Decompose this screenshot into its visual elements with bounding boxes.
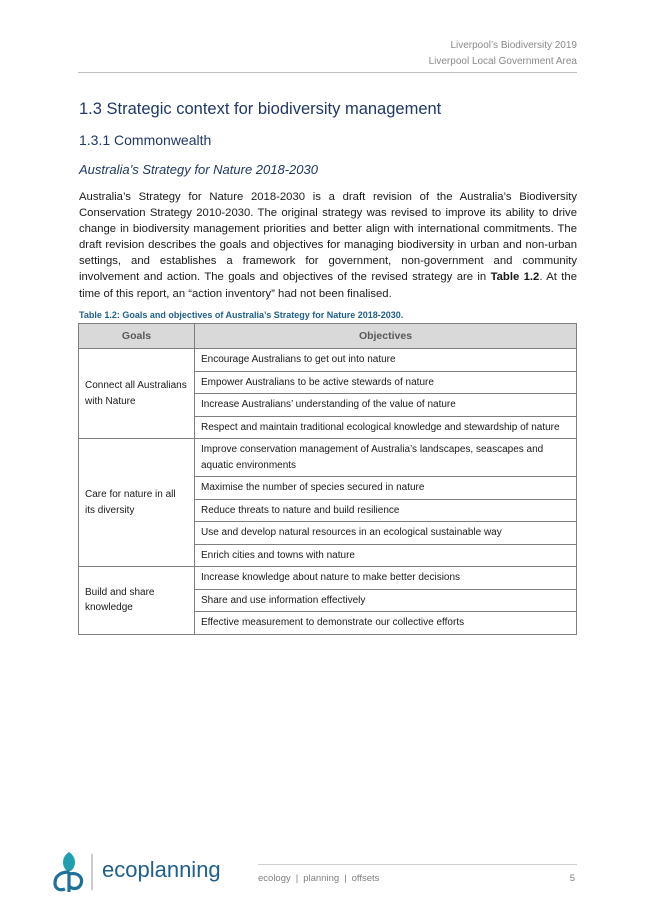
goal-cell: Build and share knowledge (79, 567, 195, 635)
table-header-row (79, 324, 577, 349)
objective-cell: Maximise the number of species secured in nature (195, 477, 577, 500)
ecoplanning-logo (52, 848, 242, 894)
section-heading: 1.3 Strategic context for biodiversity management (79, 100, 442, 118)
leaf-icon (55, 852, 82, 892)
header-subtitle: Liverpool Local Government Area (428, 56, 577, 67)
tag-separator: | (295, 873, 299, 884)
footer-tagline (258, 873, 379, 884)
objective-cell: Encourage Australians to get out into nature (195, 349, 577, 372)
tag-planning: planning (303, 873, 340, 884)
objectives-column-header: Objectives (195, 324, 577, 349)
table-row (79, 349, 577, 372)
objective-cell: Increase Australians’ understanding of the value of nature (195, 394, 577, 417)
objective-cell: Respect and maintain traditional ecological knowledge and stewardship of nature (195, 416, 577, 439)
tag-offsets: offsets (351, 873, 380, 884)
objective-cell: Improve conservation management of Australia’s landscapes, seascapes and aquatic environments (195, 439, 577, 477)
subsubsection-heading: Australia’s Strategy for Nature 2018-2030 (79, 162, 318, 177)
brand-name: ecoplanning (102, 857, 221, 882)
footer-divider (258, 864, 577, 865)
table-caption: Table 1.2: Goals and objectives of Australia’s Strategy for Nature 2018-2030. (79, 310, 404, 320)
table-row (79, 567, 577, 590)
header-title: Liverpool’s Biodiversity 2019 (450, 40, 577, 51)
paragraph-text-end: . At the time of this report, an “action inventory” had not been finalised. (79, 271, 578, 300)
tag-separator: | (344, 873, 347, 884)
table-reference: Table 1.2 (490, 271, 540, 284)
objective-cell: Effective measurement to demonstrate our collective efforts (195, 612, 577, 635)
running-header (429, 38, 577, 70)
goal-cell: Care for nature in all its diversity (79, 439, 195, 567)
objective-cell: Share and use information effectively (195, 589, 577, 612)
objective-cell: Increase knowledge about nature to make better decisions (195, 567, 577, 590)
header-divider (78, 72, 577, 73)
paragraph-text-start: Australia’s Strategy for Nature 2018-2030 is a draft revision of the Australia’s Biodiversity Conservation Strategy 2010-2030. The original strategy was revised to improve its ability to drive change in biodiversity management priorities and better align with international commitments. The draft revision describes the goals and objectives for managing biodiversity in urban and non-urban settings, and establishes a framework for government, non-government and community involvement and action. The goals and objectives of the revised strategy are in (79, 191, 577, 284)
goals-objectives-table (78, 323, 577, 635)
objective-cell: Use and develop natural resources in an ecological sustainable way (195, 522, 577, 545)
objective-cell: Empower Australians to be active stewards of nature (195, 371, 577, 394)
goal-cell: Connect all Australians with Nature (79, 349, 195, 439)
table-row (79, 439, 577, 477)
subsection-heading: 1.3.1 Commonwealth (79, 132, 212, 148)
goals-column-header: Goals (79, 324, 195, 349)
page-number: 5 (569, 873, 575, 884)
objective-cell: Reduce threats to nature and build resilience (195, 499, 577, 522)
tag-ecology: ecology (258, 873, 291, 884)
objective-cell: Enrich cities and towns with nature (195, 544, 577, 567)
body-paragraph (79, 189, 577, 302)
